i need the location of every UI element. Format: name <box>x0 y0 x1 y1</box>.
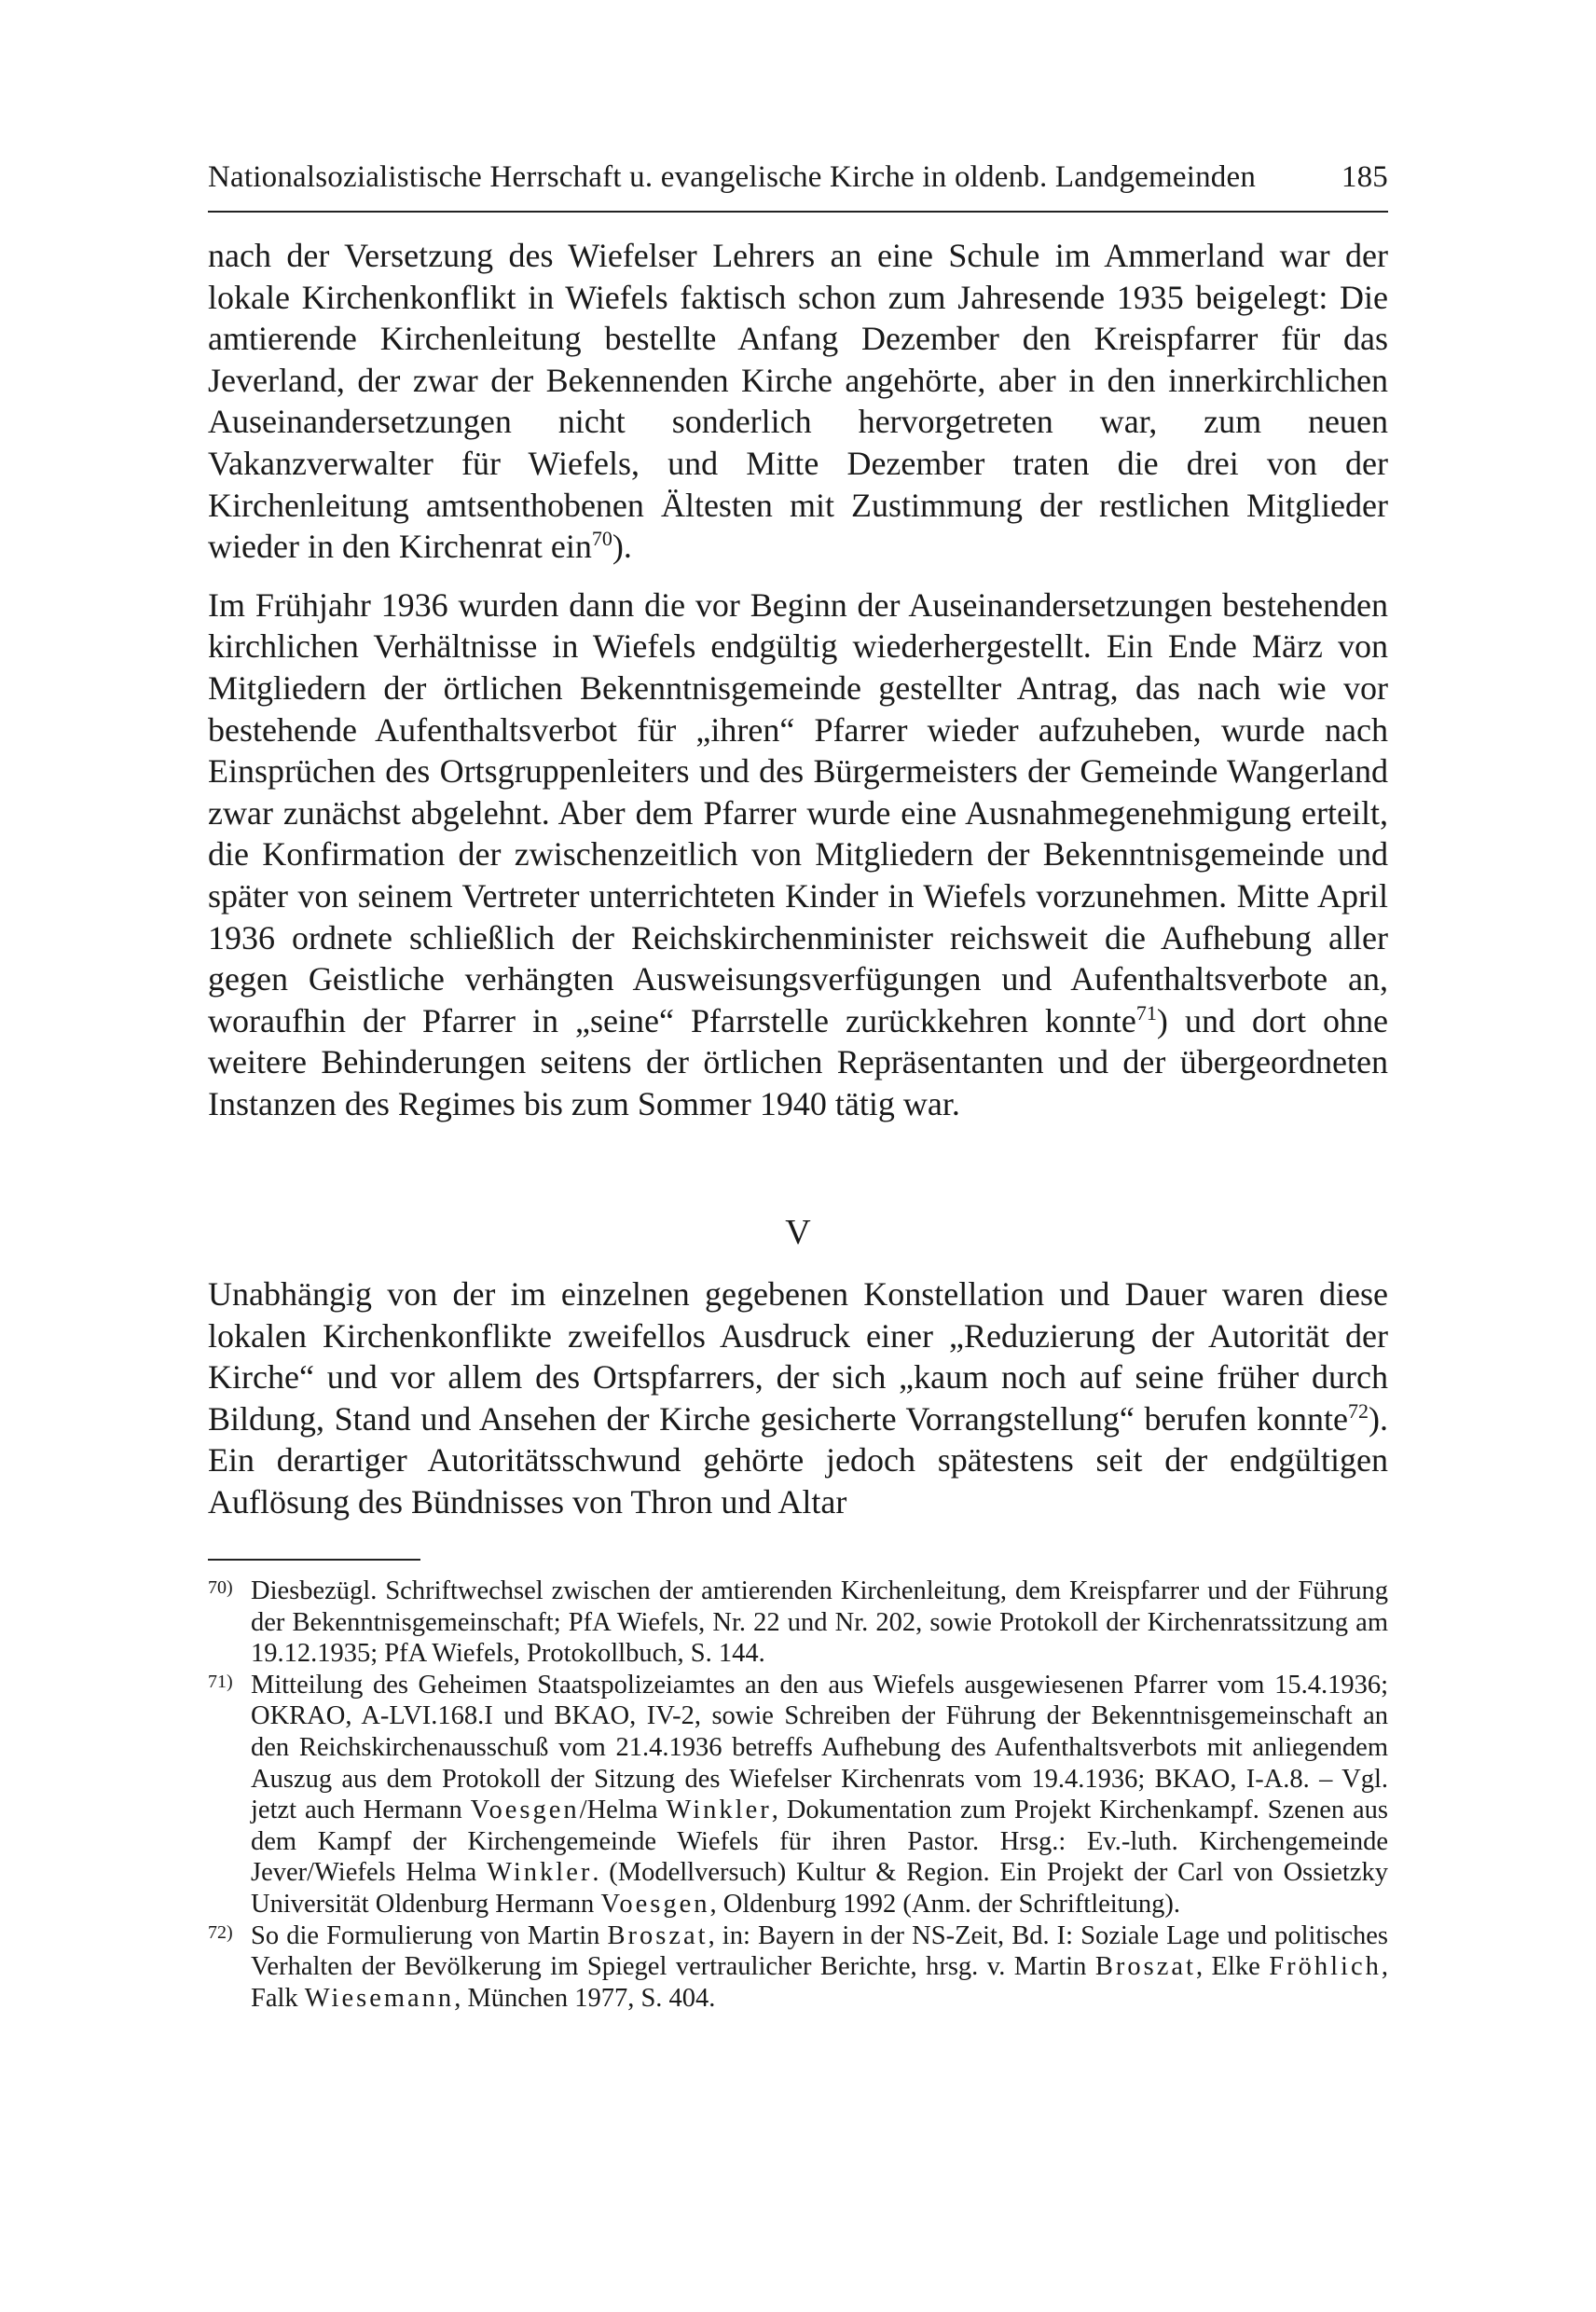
paragraph-3-text: Unabhängig von der im einzelnen gegebenen Konstellation und Dauer waren diese lokalen Kirchenkonflikte zweifellos Ausdruck einer „Reduzierung der Autorität der Kirche“ und vor allem des Ortspfarrers, der sich „kaum noch auf seine früher durch Bildung, Stand und Ansehen der Kirche gesicherte Vorrangstellung“ berufen konnte <box>208 1275 1388 1438</box>
footnote-72-text: , Falk <box>251 1952 1388 2013</box>
footnote-ref-70[interactable]: 70 <box>591 527 612 551</box>
author-name: Broszat <box>1094 1952 1196 1982</box>
main-text-continued <box>208 1273 1388 1540</box>
footnote-rule <box>208 1559 420 1561</box>
footnote-mark-70: 70) <box>208 1577 233 1598</box>
footnote-71-text: , Oldenburg 1992 (Anm. der Schriftleitung). <box>709 1889 1180 1919</box>
author-name: Winkler <box>487 1858 593 1888</box>
header-rule <box>208 211 1388 213</box>
author-name: Fröhlich <box>1269 1952 1382 1982</box>
page-number: 185 <box>1341 160 1388 194</box>
footnotes <box>208 1576 1388 2014</box>
footnote-71-text: /Helma <box>579 1796 667 1825</box>
author-name: Voesgen <box>600 1889 710 1919</box>
author-name: Voesgen <box>470 1796 580 1825</box>
main-text <box>208 235 1388 1141</box>
footnote-ref-72[interactable]: 72 <box>1348 1398 1369 1423</box>
footnote-72-text: , Elke <box>1195 1952 1270 1982</box>
footnote-ref-71[interactable]: 71 <box>1135 1000 1157 1025</box>
running-head <box>208 158 1388 196</box>
footnote-71-text: . (Modellversuch) Kultur & Region. Ein Projekt der Carl von Ossietzky Universität Oldenburg Hermann <box>251 1858 1388 1919</box>
footnote-mark-71: 71) <box>208 1671 233 1692</box>
footnote-70-text: Diesbezügl. Schriftwechsel zwischen der amtierenden Kirchenleitung, dem Kreispfarrer und der Führung der Bekenntnisgemeinschaft; PfA Wiefels, Nr. 22 und Nr. 202, sowie Protokoll der Kirchenratssitzung am 19.12.1935; PfA Wiefels, Protokollbuch, S. 144. <box>251 1576 1388 1669</box>
footnote-72-text: , München 1977, S. 404. <box>454 1983 716 2013</box>
paragraph-3 <box>208 1273 1388 1523</box>
paragraph-2-text: Im Frühjahr 1936 wurden dann die vor Beginn der Auseinandersetzungen bestehenden kirchlichen Verhältnisse in Wiefels endgültig wiederhergestellt. Ein Ende März von Mitgliedern der örtlichen Bekenntnisgemeinde gestellter Antrag, das nach wie vor bestehende Aufenthaltsverbot für „ihren“ Pfarrer wieder aufzuheben, wurde nach Einsprüchen des Ortsgruppenleiters und des Bürgermeisters der Gemeinde Wangerland zwar zunächst abgelehnt. Aber dem Pfarrer wurde eine Ausnahmegenehmigung erteilt, die Konfirmation der zwischenzeitlich von Mitgliedern der Bekenntnisgemeinde und später von seinem Vertreter unterrichteten Kinder in Wiefels vorzunehmen. Mitte April 1936 ordnete schließlich der Reichskirchenminister reichsweit die Aufhebung aller gegen Geistliche verhängten Ausweisungsverfügungen und Aufenthaltsverbote an, woraufhin der Pfarrer in „seine“ Pfarrstelle zurückkehren konnte <box>208 585 1388 1039</box>
footnote-72 <box>208 1920 1388 2015</box>
footnote-71-text: , Dokumentation zum Projekt Kirchenkampf. Szenen aus dem Kampf der Kirchengemeinde Wiefels für ihren Pastor. Hrsg.: Ev.-luth. Kirchengemeinde Jever/Wiefels Helma <box>251 1796 1388 1888</box>
book-page <box>208 0 1388 2312</box>
footnote-70 <box>208 1576 1388 1670</box>
author-name: Wiesemann <box>304 1983 455 2013</box>
author-name: Broszat <box>607 1920 709 1950</box>
footnote-72-text: , in: Bayern in der NS-Zeit, Bd. I: Soziale Lage und politisches Verhalten der Bevölkerung im Spiegel vertraulicher Berichte, hrsg. v. Martin <box>251 1920 1388 1982</box>
paragraph-1-end: ). <box>612 528 632 566</box>
author-name: Winkler <box>666 1796 772 1825</box>
paragraph-2 <box>208 585 1388 1125</box>
footnote-72-text: So die Formulierung von Martin <box>251 1920 608 1950</box>
footnote-mark-72: 72) <box>208 1921 233 1943</box>
section-heading: V <box>785 1213 811 1252</box>
footnote-71-text: Mitteilung des Geheimen Staatspolizeiamtes an den aus Wiefels ausgewiesenen Pfarrer vom 15.4.1936; OKRAO, A-LVI.168.I und BKAO, IV-2, sowie Schreiben der Führung der Bekenntnisgemeinschaft an den Reichskirchenausschuß vom 21.4.1936 betreffs Aufhebung des Aufenthaltsverbots mit anliegendem Auszug aus dem Protokoll der Sitzung des Wiefelser Kirchenrats vom 19.4.1936; BKAO, I-A.8. – Vgl. jetzt auch Hermann <box>251 1670 1388 1825</box>
paragraph-1 <box>208 235 1388 568</box>
paragraph-2-end: ) und dort ohne weitere Behinderungen seitens der örtlichen Repräsentanten und der übergeordneten Instanzen des Regimes bis zum Sommer 1940 tätig war. <box>208 1001 1388 1122</box>
paragraph-3-end: ). Ein derartiger Autoritätsschwund gehörte jedoch spätestens seit der endgültigen Auflösung des Bündnisses von Thron und Altar <box>208 1399 1388 1521</box>
paragraph-1-text: nach der Versetzung des Wiefelser Lehrers an eine Schule im Ammerland war der lokale Kirchenkonflikt in Wiefels faktisch schon zum Jahresende 1935 beigelegt: Die amtierende Kirchenleitung bestellte Anfang Dezember den Kreispfarrer für das Jeverland, der zwar der Bekennenden Kirche angehörte, aber in den innerkirchlichen Auseinandersetzungen nicht sonderlich hervorgetreten war, zum neuen Vakanzverwalter für Wiefels, und Mitte Dezember traten die drei von der Kirchenleitung amtsenthobenen Ältesten mit Zustimmung der restlichen Mitglieder wieder in den Kirchenrat ein <box>208 237 1388 566</box>
footnote-71 <box>208 1670 1388 1920</box>
running-head-title: Nationalsozialistische Herrschaft u. evangelische Kirche in oldenb. Landgemeinden <box>208 160 1257 194</box>
